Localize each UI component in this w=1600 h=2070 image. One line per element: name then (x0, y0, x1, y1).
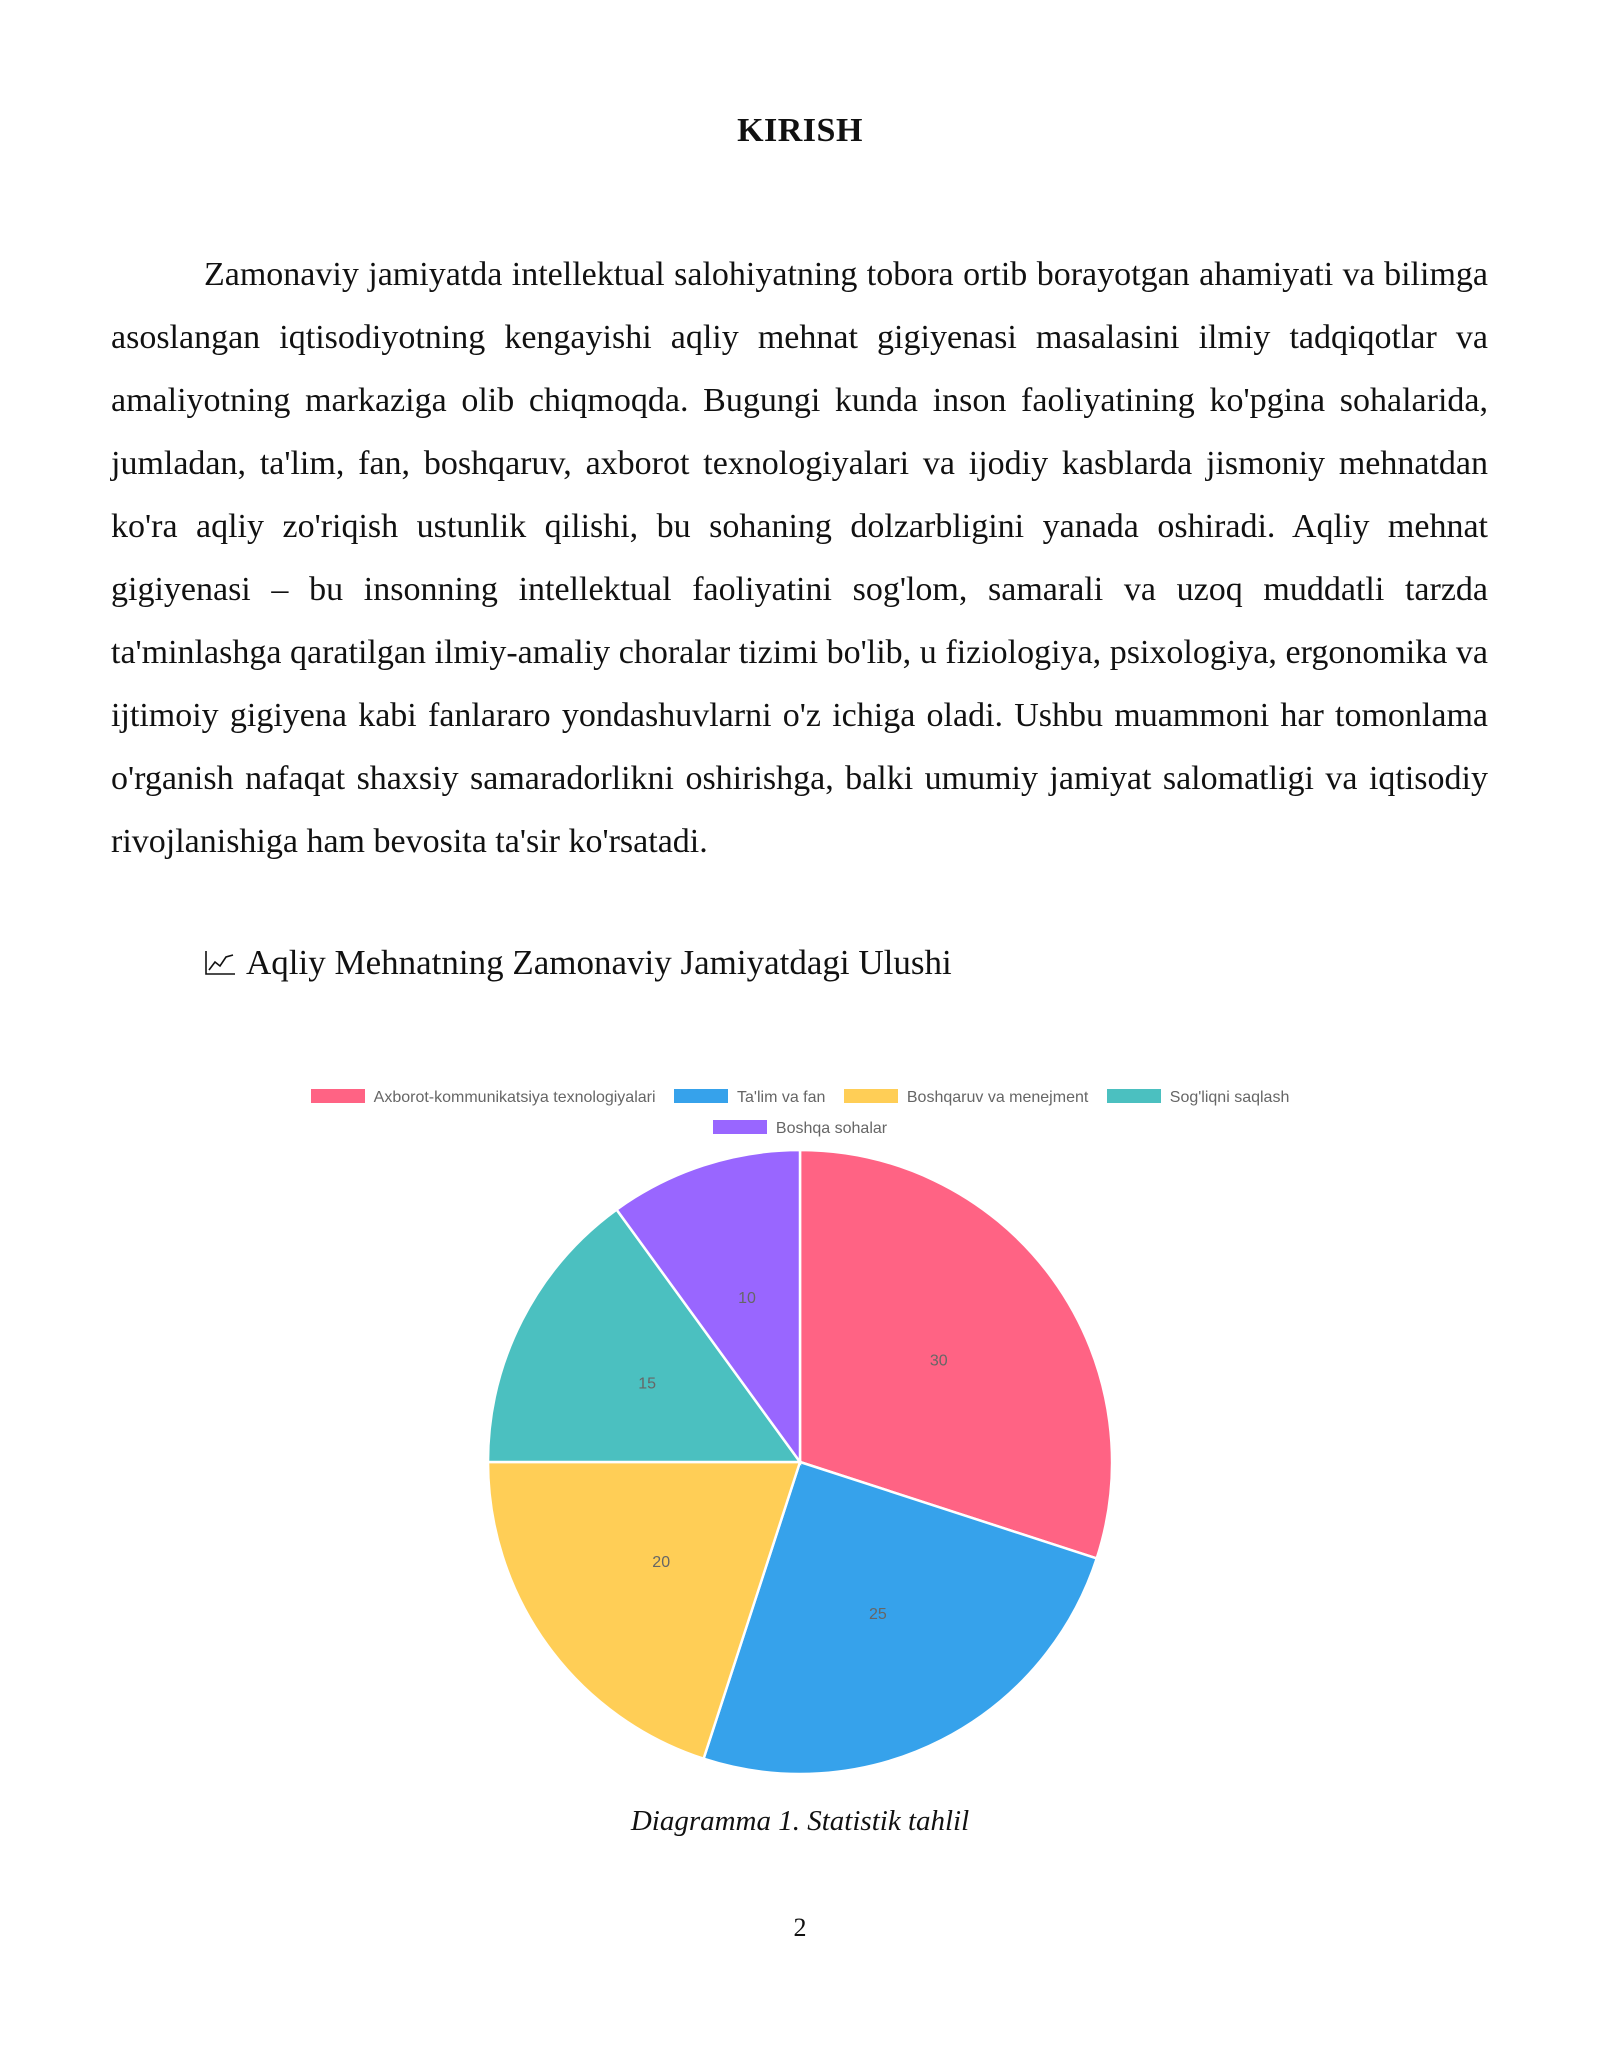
legend-label: Boshqaruv va menejment (906, 1089, 1089, 1106)
slice-value-label: 25 (869, 1606, 887, 1624)
legend-label: Axborot-kommunikatsiya texnologiyalari (373, 1089, 656, 1106)
chart-heading-text: Aqliy Mehnatning Zamonaviy Jamiyatdagi Ulushi (246, 943, 952, 982)
slice-value-label: 30 (929, 1352, 948, 1370)
pie-svg (270, 1070, 1330, 1790)
slice-value-label: 10 (738, 1290, 756, 1308)
legend-label: Ta'lim va fan (737, 1089, 826, 1106)
slice-value-label: 20 (652, 1554, 671, 1572)
chart-heading (204, 938, 952, 988)
pie-chart (270, 1070, 1330, 1790)
chart-line-icon (204, 950, 236, 976)
chart-caption: Diagramma 1. Statistik tahlil (630, 1805, 970, 1837)
slice-value-label: 15 (638, 1375, 656, 1393)
legend-label: Sog'liqni saqlash (1169, 1089, 1290, 1106)
legend-label: Boshqa sohalar (775, 1120, 888, 1137)
page-number: 2 (793, 1913, 807, 1942)
page-title: KIRISH (737, 112, 863, 149)
intro-paragraph: Zamonaviy jamiyatda intellektual salohiyatning tobora ortib borayotgan ahamiyati va bilimga asoslangan iqtisodiyotning kengayishi aqliy mehnat gigiyenasi masalasini ilmiy tadqiqotlar va amaliyotning markaziga olib chiqmoqda. Bugungi kunda inson faoliyatining ko'pgina sohalarida, jumladan, ta'lim, fan, boshqaruv, axborot texnologiyalari va ijodiy kasblarda jismoniy mehnatdan ko'ra aqliy zo'riqish ustunlik qilishi, bu sohaning dolzarbligini yanada oshiradi. Aqliy mehnat gigiyenasi – bu insonning intellektual faoliyatini sog'lom, samarali va uzoq muddatli tarzda ta'minlashga qaratilgan ilmiy-amaliy choralar tizimi bo'lib, u fiziologiya, psixologiya, ergonomika va ijtimoiy gigiyena kabi fanlararo yondashuvlarni o'z ichiga oladi. Ushbu muammoni har tomonlama o'rganish nafaqat shaxsiy samaradorlikni oshirishga, balki umumiy jamiyat salomatligi va iqtisodiy rivojlanishiga ham bevosita ta'sir ko'rsatadi. (111, 256, 1488, 860)
